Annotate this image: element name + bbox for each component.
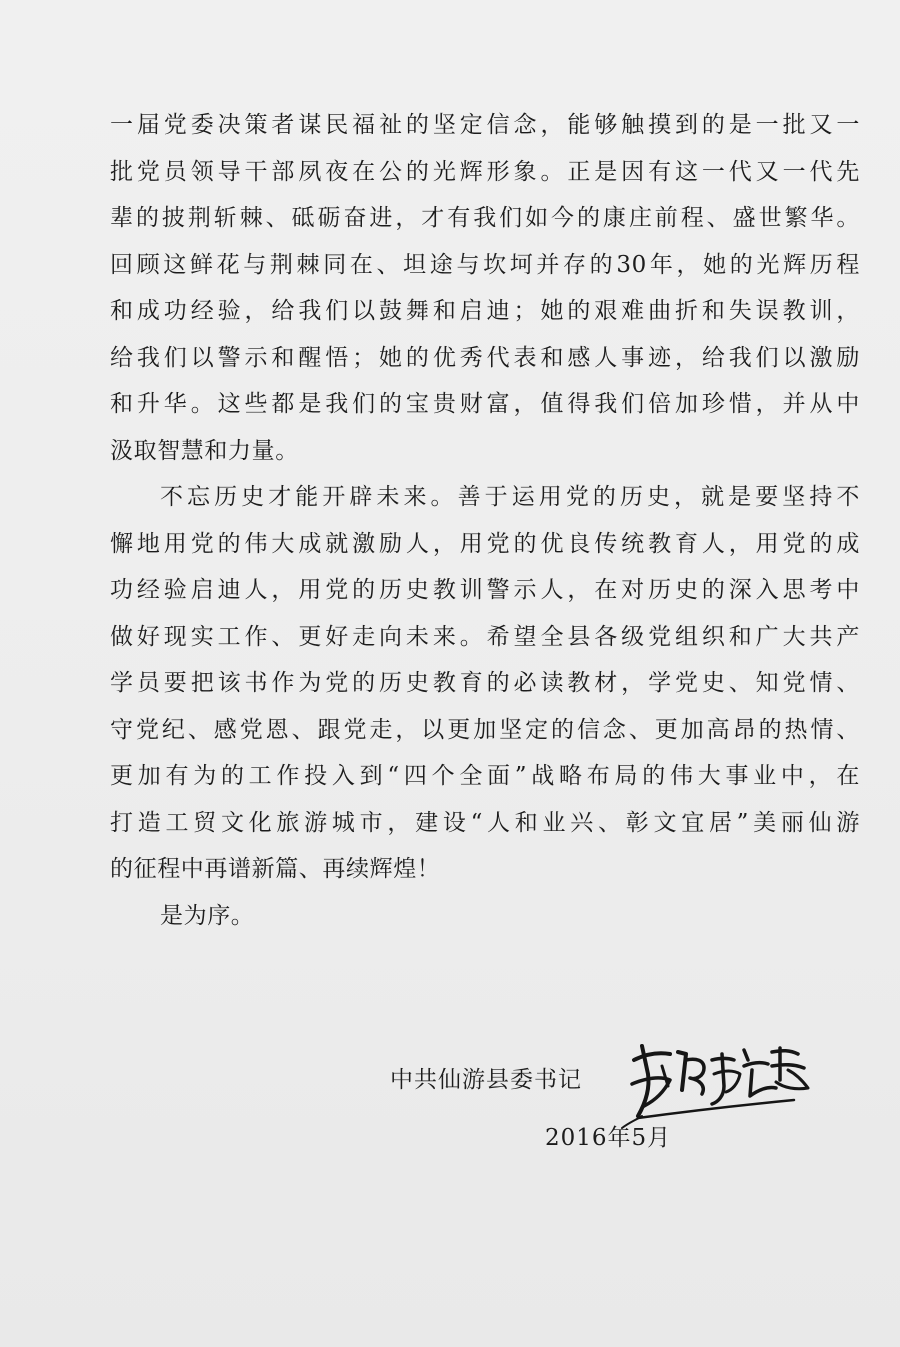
text-line: 懈地用党的伟大成就激励人，用党的优良传统教育人，用党的成 xyxy=(110,530,860,557)
text-line: 守党纪、感党恩、跟党走，以更加坚定的信念、更加高昂的热情、 xyxy=(110,716,860,743)
text-line: 学员要把该书作为党的历史教育的必读教材，学党史、知党情、 xyxy=(110,670,860,696)
paragraph-1 xyxy=(110,102,860,474)
text-line: 批党员领导干部夙夜在公的光辉形象。正是因有这一代又一代先 xyxy=(110,158,860,185)
signer-title: 中共仙游县委书记 xyxy=(390,1067,582,1093)
text-line: 和成功经验，给我们以鼓舞和启迪；她的艰难曲折和失误教训， xyxy=(110,298,860,324)
text-line: 和升华。这些都是我们的宝贵财富，值得我们倍加珍惜，并从中 xyxy=(110,391,860,417)
text-line: 做好现实工作、更好走向未来。希望全县各级党组织和广大共产 xyxy=(110,623,860,650)
handwritten-signature xyxy=(612,1030,822,1135)
closing-line: 是为序。 xyxy=(160,902,255,929)
text-line: 辈的披荆斩棘、砥砺奋进，才有我们如今的康庄前程、盛世繁华。 xyxy=(110,205,860,231)
text-line: 打造工贸文化旅游城市，建设“人和业兴、彰文宜居”美丽仙游 xyxy=(110,809,860,836)
text-line: 回顾这鲜花与荆棘同在、坦途与坎坷并存的30年，她的光辉历程 xyxy=(110,251,860,278)
show-through-text xyxy=(110,1180,810,1220)
text-line: 一届党委决策者谋民福祉的坚定信念，能够触摸到的是一批又一 xyxy=(110,112,860,138)
preface-body xyxy=(110,102,860,939)
text-line: 更加有为的工作投入到“四个全面”战略布局的伟大事业中，在 xyxy=(110,763,860,789)
text-line: 不忘历史才能开辟未来。善于运用党的历史，就是要坚持不 xyxy=(160,484,860,510)
text-line: 汲取智慧和力量。 xyxy=(110,437,299,464)
text-line: 的征程中再谱新篇、再续辉煌！ xyxy=(110,856,441,882)
date-line: 2016年5月 xyxy=(545,1125,672,1151)
text-line: 给我们以警示和醒悟；她的优秀代表和感人事迹，给我们以激励 xyxy=(110,344,860,371)
paragraph-2 xyxy=(110,474,860,893)
text-line: 功经验启迪人，用党的历史教训警示人，在对历史的深入思考中 xyxy=(110,577,860,603)
